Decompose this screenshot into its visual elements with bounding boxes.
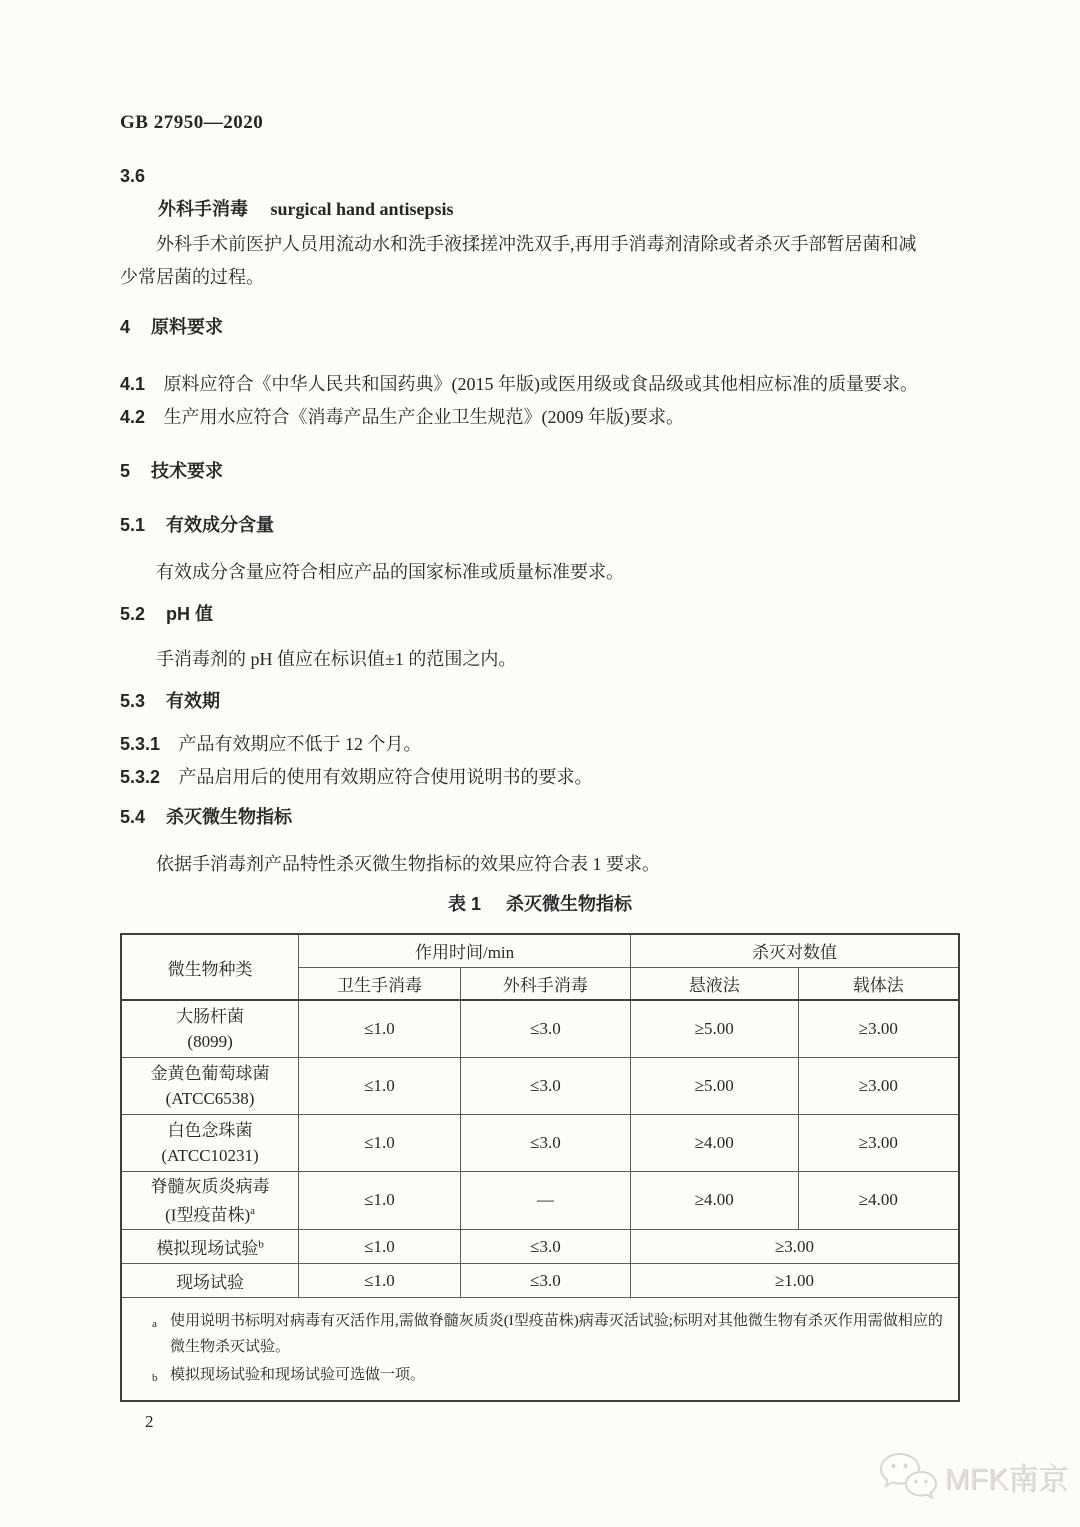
cell-surgical-time: ≤3.0 bbox=[460, 1057, 630, 1114]
table-row-field-test bbox=[121, 1264, 959, 1298]
cell-surgical-time: ≤3.0 bbox=[460, 1000, 630, 1057]
clause-5-3-2-text: 产品启用后的使用有效期应符合使用说明书的要求。 bbox=[178, 767, 593, 787]
header-microbe-type: 微生物种类 bbox=[121, 934, 299, 1000]
footnote-a bbox=[136, 1308, 944, 1360]
table-row-candida bbox=[121, 1114, 959, 1171]
cell-microbe-name: 现场试验 bbox=[121, 1264, 299, 1298]
section-5-number: 5 bbox=[120, 461, 131, 481]
standard-number: GB 27950—2020 bbox=[120, 112, 264, 133]
section-5-3-heading bbox=[120, 688, 960, 714]
cell-microbe-name: 白色念珠菌 (ATCC10231) bbox=[121, 1114, 299, 1171]
term-english: surgical hand antisepsis bbox=[270, 199, 454, 219]
footnote-b bbox=[136, 1362, 944, 1388]
cell-surgical-time: ≤3.0 bbox=[460, 1114, 630, 1171]
section-5-4-heading bbox=[120, 804, 960, 830]
cell-suspension-value: ≥4.00 bbox=[630, 1114, 798, 1171]
cell-microbe-name: 模拟现场试验$^b$ bbox=[121, 1230, 299, 1264]
clause-5-3-2 bbox=[120, 761, 960, 794]
table-1-caption-label: 表 1 bbox=[447, 894, 481, 914]
cell-kill-log-merged: ≥1.00 bbox=[630, 1264, 959, 1298]
footnote-ref-b: b bbox=[258, 1238, 264, 1251]
section-5-3-number: 5.3 bbox=[120, 691, 146, 711]
cell-carrier-value: ≥3.00 bbox=[798, 1000, 959, 1057]
section-5-2-body: 手消毒剂的 pH 值应在标识值±1 的范围之内。 bbox=[156, 649, 517, 669]
section-5-2-heading bbox=[120, 601, 960, 627]
section-5-2-number: 5.2 bbox=[120, 604, 146, 624]
header-surgical-hand: 外科手消毒 bbox=[460, 967, 630, 1000]
header-hygienic-hand: 卫生手消毒 bbox=[299, 967, 461, 1000]
section-4-number: 4 bbox=[120, 317, 131, 337]
term-chinese: 外科手消毒 bbox=[158, 199, 248, 219]
section-5-1-title: 有效成分含量 bbox=[166, 515, 275, 535]
section-5-4-title: 杀灭微生物指标 bbox=[166, 807, 293, 827]
cell-carrier-value: ≥3.00 bbox=[798, 1114, 959, 1171]
section-4-heading bbox=[120, 314, 960, 340]
watermark bbox=[877, 1450, 1068, 1502]
page-number: 2 bbox=[145, 1412, 154, 1432]
section-4-title: 原料要求 bbox=[151, 317, 224, 337]
footnote-a-marker: a bbox=[152, 1318, 157, 1331]
footnote-ref-a: a bbox=[250, 1204, 255, 1217]
header-kill-log-group: 杀灭对数值 bbox=[630, 934, 959, 967]
watermark-label: MFK南京 bbox=[944, 1463, 1068, 1496]
header-action-time-group: 作用时间/min bbox=[299, 934, 631, 967]
clause-5-3-1-text: 产品有效期应不低于 12 个月。 bbox=[178, 734, 422, 754]
header-suspension-method: 悬液法 bbox=[630, 967, 798, 1000]
section-5-4-number: 5.4 bbox=[120, 807, 146, 827]
table-footnotes-row bbox=[121, 1298, 959, 1402]
section-5-1-heading bbox=[120, 512, 960, 538]
table-row-poliovirus bbox=[121, 1171, 959, 1230]
term-definition: 外科手术前医护人员用流动水和洗手液揉搓冲洗双手,再用手消毒剂清除或者杀灭手部暂居菌和减少常居菌的过程。 bbox=[120, 234, 917, 287]
section-5-title: 技术要求 bbox=[151, 461, 224, 481]
clause-5-3-1-number: 5.3.1 bbox=[120, 734, 161, 754]
section-5-heading bbox=[120, 458, 960, 484]
cell-suspension-value: ≥5.00 bbox=[630, 1057, 798, 1114]
table-1-caption bbox=[120, 891, 960, 917]
cell-hygienic-time: ≤1.0 bbox=[299, 1171, 461, 1230]
section-5-4-body: 依据手消毒剂产品特性杀灭微生物指标的效果应符合表 1 要求。 bbox=[156, 854, 660, 874]
cell-surgical-time: ≤3.0 bbox=[460, 1230, 630, 1264]
cell-microbe-name: 大肠杆菌 (8099) bbox=[121, 1000, 299, 1057]
section-5-2-title: pH 值 bbox=[166, 604, 214, 624]
cell-suspension-value: ≥5.00 bbox=[630, 1000, 798, 1057]
cell-microbe-name: 金黄色葡萄球菌 (ATCC6538) bbox=[121, 1057, 299, 1114]
footnote-b-text: 模拟现场试验和现场试验可选做一项。 bbox=[170, 1367, 426, 1384]
header-carrier-method: 载体法 bbox=[798, 967, 959, 1000]
cell-kill-log-merged: ≥3.00 bbox=[630, 1230, 959, 1264]
clause-4-2-text: 生产用水应符合《消毒产品生产企业卫生规范》(2009 年版)要求。 bbox=[163, 407, 685, 427]
cell-carrier-value: ≥4.00 bbox=[798, 1171, 959, 1230]
wechat-icon bbox=[877, 1450, 939, 1502]
table-row-ecoli bbox=[121, 1000, 959, 1057]
clause-4-1-text: 原料应符合《中华人民共和国药典》(2015 年版)或医用级或食品级或其他相应标准的质量要求。 bbox=[163, 374, 919, 394]
cell-surgical-time: ≤3.0 bbox=[460, 1264, 630, 1298]
clause-4-2 bbox=[120, 401, 960, 434]
cell-suspension-value: ≥4.00 bbox=[630, 1171, 798, 1230]
table-row-simulated-field-test bbox=[121, 1230, 959, 1264]
table-row-staph bbox=[121, 1057, 959, 1114]
term-heading bbox=[120, 196, 960, 222]
footnote-b-marker: b bbox=[152, 1372, 158, 1385]
clause-3-6-number: 3.6 bbox=[120, 166, 146, 186]
section-5-1-number: 5.1 bbox=[120, 515, 146, 535]
cell-microbe-name: 脊髓灰质炎病毒 (I型疫苗株)$^a$ bbox=[121, 1171, 299, 1230]
cell-hygienic-time: ≤1.0 bbox=[299, 1114, 461, 1171]
section-5-1-body: 有效成分含量应符合相应产品的国家标准或质量标准要求。 bbox=[156, 562, 624, 582]
clause-4-1 bbox=[120, 368, 960, 401]
clause-4-2-number: 4.2 bbox=[120, 407, 146, 427]
cell-surgical-time: — bbox=[460, 1171, 630, 1230]
table-footnotes bbox=[121, 1298, 959, 1402]
clause-4-1-number: 4.1 bbox=[120, 374, 146, 394]
clause-5-3-1 bbox=[120, 728, 960, 761]
cell-carrier-value: ≥3.00 bbox=[798, 1057, 959, 1114]
table-1-caption-title: 杀灭微生物指标 bbox=[506, 894, 633, 914]
cell-hygienic-time: ≤1.0 bbox=[299, 1264, 461, 1298]
section-5-3-title: 有效期 bbox=[166, 691, 221, 711]
cell-hygienic-time: ≤1.0 bbox=[299, 1230, 461, 1264]
microbe-kill-index-table bbox=[120, 933, 960, 1402]
cell-hygienic-time: ≤1.0 bbox=[299, 1057, 461, 1114]
table-header-row-groups bbox=[121, 934, 959, 967]
clause-5-3-2-number: 5.3.2 bbox=[120, 767, 161, 787]
cell-hygienic-time: ≤1.0 bbox=[299, 1000, 461, 1057]
footnote-a-text: 使用说明书标明对病毒有灭活作用,需做脊髓灰质炎(I型疫苗株)病毒灭活试验;标明对其他微生物有杀灭作用需做相应的微生物杀灭试验。 bbox=[170, 1313, 943, 1356]
